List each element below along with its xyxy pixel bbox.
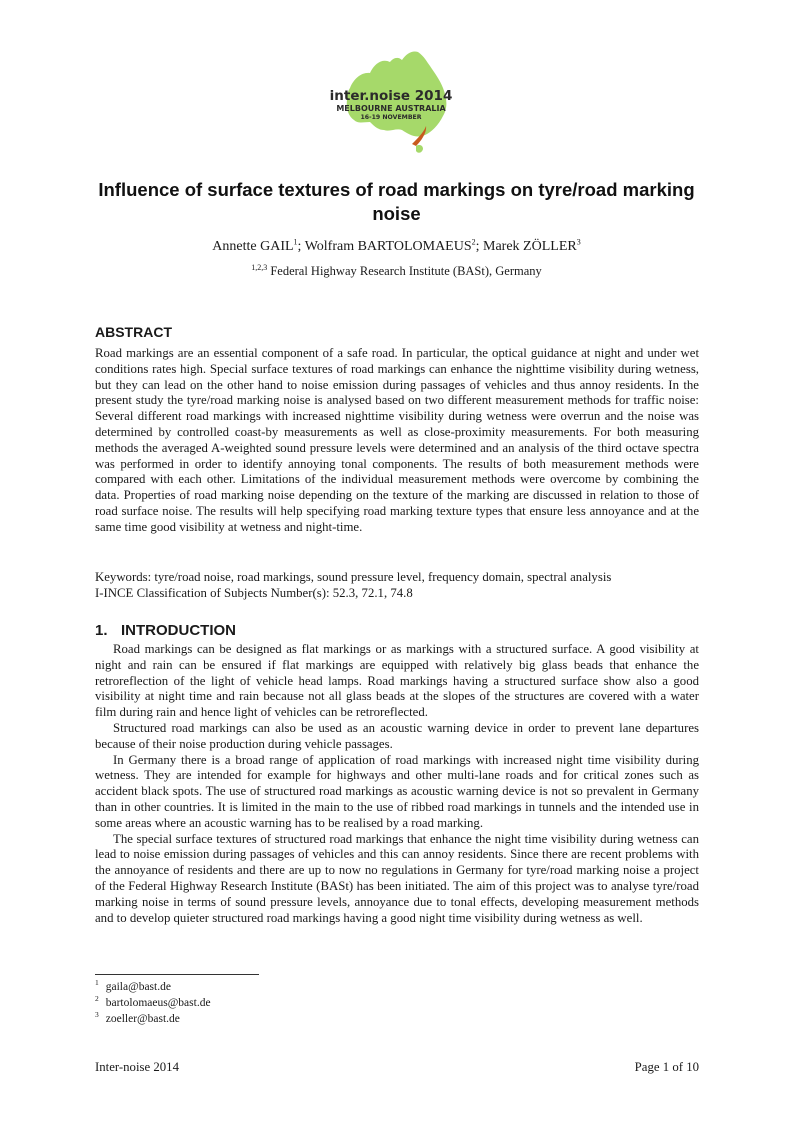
conference-logo — [330, 46, 452, 164]
logo-title: inter.noise 2014 — [330, 88, 452, 104]
paragraph: Structured road markings can also be used as an acoustic warning device in order to prevent lane departures because of their noise production during vehicle passages. — [95, 720, 699, 751]
abstract-heading: ABSTRACT — [95, 324, 172, 340]
paper-title: Influence of surface textures of road markings on tyre/road marking noise — [98, 179, 695, 224]
keywords-line: Keywords: tyre/road noise, road markings, sound pressure level, frequency domain, spectral analysis — [95, 570, 612, 584]
section-heading-introduction — [95, 621, 236, 641]
footnote-email[interactable]: zoeller@bast.de — [105, 1013, 180, 1025]
footnote — [95, 979, 211, 995]
tasmania-shape — [416, 145, 423, 153]
footnote-mark: 3 — [95, 1010, 99, 1020]
footnotes — [95, 979, 211, 1027]
affiliation-text: Federal Highway Research Institute (BASt), Germany — [267, 264, 542, 278]
affiliation — [80, 263, 713, 279]
footer-conference: Inter-noise 2014 — [95, 1060, 179, 1074]
author-name: Annette GAIL — [212, 239, 294, 254]
paragraph: The special surface textures of structured road markings that enhance the night time visibility during wetness can lead to noise emission during passages of vehicles and this can annoy residents. Since there are recent problems with the annoyance of residents and there are up to now no regulations in Germany for tyre/road marking noise a project of the Federal Highway Research Institute (BASt) has been initiated. The aim of this project was to analyse tyre/road marking noise in terms of sound pressure levels, annoyance due to tonal effects, developing measurement methods and to develop quieter structured road markings having a good night time visibility during wetness as well. — [95, 831, 699, 925]
author-separator: ; — [297, 239, 305, 254]
section-title: INTRODUCTION — [121, 622, 236, 639]
section-number: 1. — [95, 622, 108, 639]
logo-dates: 16-19 NOVEMBER — [360, 114, 422, 121]
author-affil-mark: 3 — [576, 237, 581, 247]
abstract-text: Road markings are an essential component of a safe road. In particular, the optical guidance at night and under wet conditions rates high. Special surface textures of road markings can enhance the nighttime visibility during wetness, but they can lead on the other hand to noise emission during passages of vehicles and thus annoy residents. In the present study the tyre/road marking noise is analysed based on two different measurement methods for traffic noise: Several different road markings with increased nighttime visibility during wetness were overrun and the noise was determined by controlled coast-by measurements as well as close-proximity measurements. For both measuring methods the averaged A-weighted sound pressure levels were determined and an analysis of the third octave spectra was performed in order to identify annoying tonal components. The results of both measurement methods were compared with each other. Limitations of the individual measurement methods were overcome by combining the data. Properties of road marking noise depending on the texture of the marking are discussed in relation to those of road surface noise. The results will help specifying road marking texture types that ensure less annoyance and at the same time good visibility at wetness and night-time. — [95, 346, 699, 534]
footnote-email[interactable]: bartolomaeus@bast.de — [105, 997, 211, 1009]
author-name: Marek ZÖLLER — [483, 239, 577, 254]
paragraph: In Germany there is a broad range of application of road markings with increased night time visibility during wetness. They are intended for example for highways and other multi-lane roads and for critical zones such as accident black spots. The use of structured road markings as acoustic warning device is not so prevalent in Germany than in other countries. It is limited in the main to the use of ribbed road markings in tunnels and the intended use in some areas where an acoustic warning has to be realised by a road marking. — [95, 752, 699, 830]
footnote — [95, 995, 211, 1011]
author-list — [80, 238, 713, 256]
introduction-body — [95, 642, 699, 926]
logo-location: MELBOURNE AUSTRALIA — [336, 104, 446, 113]
footnote-email[interactable]: gaila@bast.de — [105, 981, 171, 993]
footnote — [95, 1011, 211, 1027]
footnote-mark: 1 — [95, 978, 99, 988]
author-name: Wolfram BARTOLOMAEUS — [304, 239, 472, 254]
footer-page-number: Page 1 of 10 — [634, 1060, 699, 1074]
classification-line: I-INCE Classification of Subjects Number(s): 52.3, 72.1, 74.8 — [95, 585, 413, 600]
affiliation-mark: 1,2,3 — [251, 262, 268, 272]
footnote-mark: 2 — [95, 994, 99, 1004]
author-affil-mark: 2 — [471, 237, 476, 247]
paragraph: Road markings can be designed as flat markings or as markings with a structured surface. A good visibility at night and rain can be ensured if flat markings are equipped with relatively big glass beads that enhance the retroreflection of the light of vehicle head lamps. Road markings having a structured surface show also a good visibility at night time and rain because not all glass beads at the slopes of the structures are covered with a water film during rain and hence light of vehicles can be retroreflected. — [95, 642, 699, 720]
author-separator: ; — [475, 239, 484, 254]
footnote-divider — [95, 974, 259, 975]
author-affil-mark: 1 — [293, 237, 298, 247]
keywords-block — [95, 570, 699, 602]
